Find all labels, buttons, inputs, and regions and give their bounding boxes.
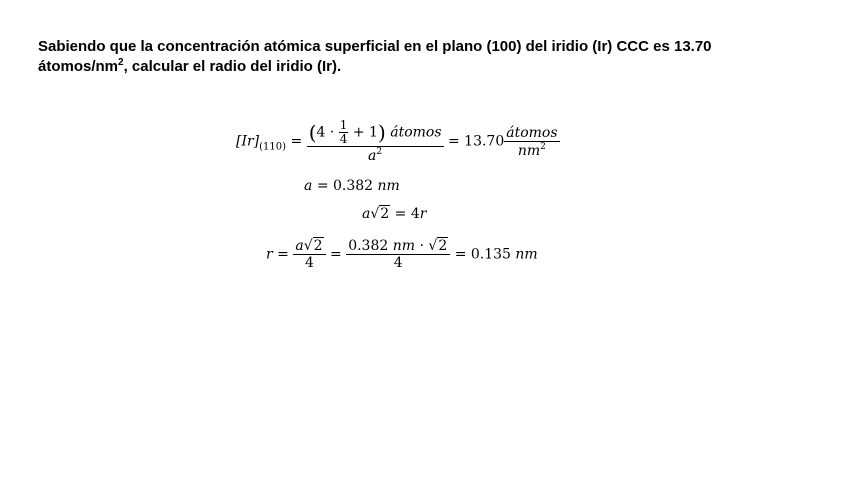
eq1-equals: =: [290, 133, 303, 150]
eq4-f1-den: 4: [304, 255, 314, 271]
den-exp: 2: [376, 147, 383, 157]
unit-den-exp: 2: [540, 141, 546, 152]
f2-unit: nm: [392, 238, 416, 254]
eq1-unit-atoms: átomos: [390, 124, 442, 141]
f1-a: a: [295, 238, 304, 254]
eq1-denominator: [307, 147, 444, 164]
eq1-four: 4 ·: [316, 124, 335, 141]
equation-relation: [362, 206, 426, 222]
unit-num: átomos: [506, 124, 558, 141]
quarter-den: 4: [339, 132, 348, 146]
den-var: a: [368, 148, 377, 164]
equation-radius: [266, 238, 538, 271]
eq4-f1-num: a√2: [293, 238, 325, 255]
f2-dot: ·: [419, 238, 424, 254]
eq1-unit-fraction: [504, 125, 559, 159]
eq1-quarter: [339, 119, 349, 146]
eq4-equals-1: =: [277, 246, 289, 263]
eq1-unit-num: [504, 125, 559, 142]
f2-root: 2: [438, 238, 448, 254]
eq3-a: a: [362, 206, 371, 222]
eq4-unit: nm: [515, 246, 538, 263]
eq3-root: 2: [380, 206, 390, 222]
eq1-plus-one: + 1: [352, 124, 378, 141]
problem-text-end: , calcular el radio del iridio (Ir).: [123, 58, 342, 75]
eq4-f2-den: 4: [393, 255, 403, 271]
eq1-numerator: [307, 119, 444, 147]
f1-root: 2: [313, 238, 323, 254]
unit-den: nm: [517, 142, 541, 159]
eq4-equals-2: =: [330, 246, 342, 263]
eq1-equals-2: =: [447, 133, 460, 150]
problem-statement: [38, 37, 778, 77]
eq1-unit-den: [504, 142, 559, 159]
eq1-close-paren: ): [377, 120, 386, 145]
eq2-lhs: a: [304, 178, 313, 194]
eq3-sqrt: √2: [370, 206, 390, 222]
eq1-open-paren: (: [308, 120, 317, 145]
eq4-fraction-1: [293, 238, 325, 271]
eq4-lhs: r: [266, 246, 273, 263]
eq2-rhs: = 0.382: [316, 178, 374, 194]
equation-concentration: [236, 119, 560, 164]
eq2-unit: nm: [377, 178, 400, 194]
quarter-num: 1: [339, 118, 348, 132]
problem-text: Sabiendo que la concentración atómica superficial en el plano (100) del iridio (Ir) CCC es 13.70 átomos/nm: [38, 38, 712, 75]
problem-superscript: 2: [118, 57, 124, 68]
eq1-lhs: [Ir]: [236, 133, 260, 150]
eq4-f2-num: 0.382 nm · √2: [346, 238, 450, 255]
eq1-value: 13.70: [464, 133, 505, 150]
f2-num: 0.382: [348, 238, 389, 254]
eq3-r: r: [419, 206, 427, 222]
equation-lattice-param: [304, 178, 400, 194]
eq3-rhs: = 4: [394, 206, 420, 222]
eq4-result: = 0.135: [454, 246, 511, 263]
eq1-fraction: [307, 119, 444, 164]
eq4-fraction-2: [346, 238, 450, 271]
eq1-lhs-subscript: (110): [259, 141, 287, 153]
